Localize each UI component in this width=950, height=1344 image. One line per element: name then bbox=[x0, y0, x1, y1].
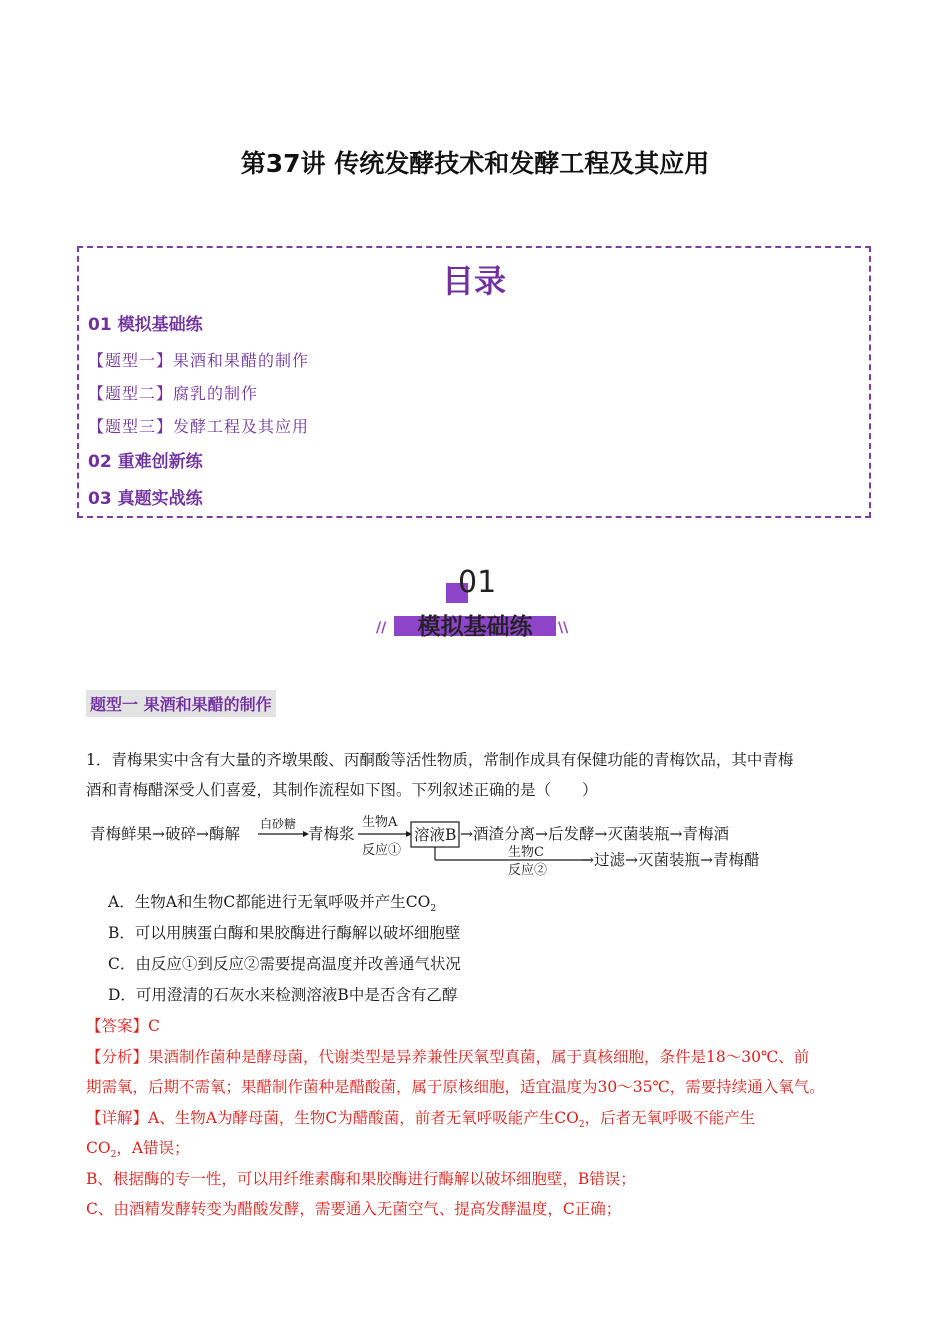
option-c: C．由反应①到反应②需要提高温度并改善通气状况 bbox=[108, 955, 461, 973]
toc-type-3[interactable]: 【题型三】发酵工程及其应用 bbox=[88, 417, 310, 436]
process-flowchart bbox=[80, 810, 800, 882]
banner-slash-left: // bbox=[376, 620, 387, 636]
detail-line-2 bbox=[86, 1136, 190, 1160]
flow-wine-branch: →酒渣分离→后发酵→灭菌装瓶→青梅酒 bbox=[460, 825, 729, 843]
question-line-2: 酒和青梅醋深受人们喜爱，其制作流程如下图。下列叙述正确的是（ ） bbox=[86, 781, 598, 799]
flow-reaction-1: 反应① bbox=[362, 843, 402, 858]
toc-section-1[interactable]: 01 模拟基础练 bbox=[88, 315, 203, 335]
toc-section-2[interactable]: 02 重难创新练 bbox=[88, 452, 203, 472]
answer: 【答案】C bbox=[86, 1017, 160, 1035]
flow-organism-a: 生物A bbox=[362, 815, 398, 830]
banner-number: 01 bbox=[458, 565, 497, 600]
toc-heading: 目录 bbox=[441, 262, 506, 300]
section-banner bbox=[370, 565, 580, 645]
banner-label: 模拟基础练 bbox=[417, 614, 533, 640]
toc-section-3[interactable]: 03 真题实战练 bbox=[88, 489, 203, 509]
detail-line-2-sub: 2 bbox=[110, 1150, 117, 1161]
banner-slash-right: \\ bbox=[558, 620, 569, 636]
page-title: 第37讲 传统发酵技术和发酵工程及其应用 bbox=[240, 149, 710, 178]
detail-line-1-b: ，后者无氧呼吸不能产生 bbox=[584, 1109, 756, 1127]
option-a-text: A．生物A和生物C都能进行无氧呼吸并产生CO bbox=[108, 893, 431, 911]
question-line-1: 1．青梅果实中含有大量的齐墩果酸、丙酮酸等活性物质，常制作成具有保健功能的青梅饮品，其中青梅 bbox=[86, 751, 794, 769]
analysis-line-2: 期需氧，后期不需氧；果醋制作菌种是醋酸菌，属于原核细胞，适宜温度为30～35℃，需要持续通入氧气。 bbox=[86, 1078, 825, 1096]
option-a bbox=[108, 890, 436, 914]
analysis-line-1: 【分析】果酒制作菌种是酵母菌，代谢类型是异养兼性厌氧型真菌，属于真核细胞，条件是18～30℃、前 bbox=[86, 1048, 810, 1066]
detail-line-2-a: CO bbox=[86, 1139, 111, 1157]
option-a-sub: 2 bbox=[430, 904, 437, 915]
detail-line-1-sub: 2 bbox=[578, 1120, 585, 1131]
flow-step-start: 青梅鲜果→破碎→酶解 bbox=[90, 825, 240, 843]
toc-type-2[interactable]: 【题型二】腐乳的制作 bbox=[88, 384, 259, 403]
flow-organism-c: 生物C bbox=[508, 845, 544, 860]
option-b: B．可以用胰蛋白酶和果胶酶进行酶解以破坏细胞壁 bbox=[108, 924, 461, 942]
flow-solution-b: 溶液B bbox=[414, 826, 457, 844]
detail-line-3: B、根据酶的专一性，可以用纤维素酶和果胶酶进行酶解以破坏细胞壁，B错误； bbox=[86, 1170, 636, 1188]
question-type-heading: 题型一 果酒和果醋的制作 bbox=[86, 690, 276, 717]
flow-step-slurry: 青梅浆 bbox=[308, 825, 355, 843]
option-d: D．可用澄清的石灰水来检测溶液B中是否含有乙醇 bbox=[108, 986, 458, 1004]
toc-type-1[interactable]: 【题型一】果酒和果醋的制作 bbox=[88, 351, 310, 370]
flow-reaction-2: 反应② bbox=[508, 863, 548, 878]
flow-sugar-label: 白砂糖 bbox=[260, 817, 297, 831]
detail-line-1 bbox=[86, 1106, 755, 1130]
detail-line-2-b: ，A错误； bbox=[116, 1139, 190, 1157]
detail-line-4: C、由酒精发酵转变为醋酸发酵，需要通入无菌空气、提高发酵温度，C正确； bbox=[86, 1200, 622, 1218]
flow-vinegar-branch: →过滤→灭菌装瓶→青梅醋 bbox=[581, 851, 760, 869]
detail-line-1-a: 【详解】A、生物A为酵母菌，生物C为醋酸菌，前者无氧呼吸能产生CO bbox=[86, 1109, 579, 1127]
table-of-contents bbox=[77, 246, 871, 518]
